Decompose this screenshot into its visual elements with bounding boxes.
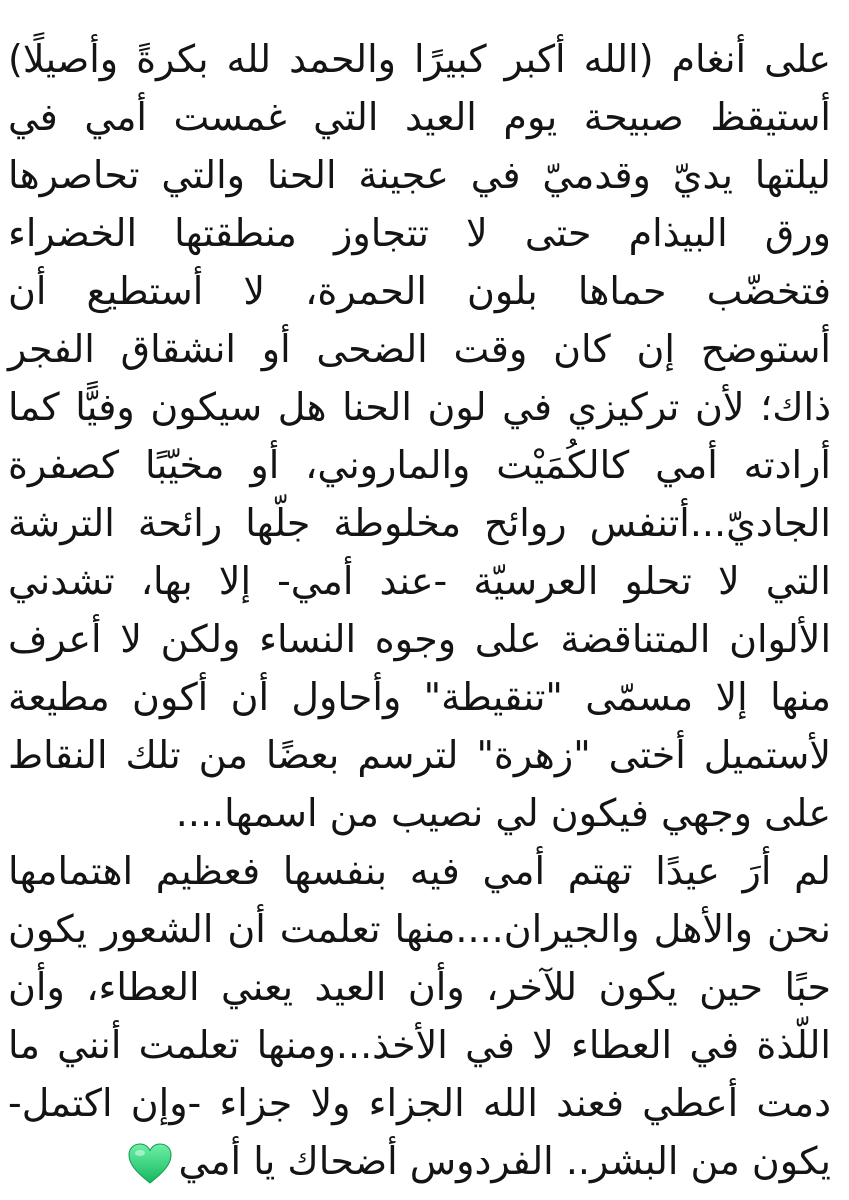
text-line: لأستميل أختى "زهرة" لترسم بعضًا من تلك النقاط	[8, 733, 831, 777]
text-line: على وجهي فيكون لي نصيب من اسمها....	[175, 791, 831, 835]
text-line: أستوضح إن كان وقت الضحى أو انشقاق الفجر	[8, 327, 831, 371]
last-line	[8, 1132, 831, 1190]
text-line: أستيقظ صبيحة يوم العيد التي غمست أمي في	[8, 95, 831, 139]
text-line: على أنغام (الله أكبر كبيرًا والحمد لله بكرةً وأصيلًا)	[8, 37, 831, 81]
text-line: ذاك؛ لأن تركيزي في لون الحنا هل سيكون وفيًّا كما	[8, 385, 831, 429]
text-line: لم أرَ عيدًا تهتم أمي فيه بنفسها فعظيم اهتمامها	[8, 849, 831, 893]
green-heart-icon	[127, 1143, 173, 1185]
text-line: الألوان المتناقضة على وجوه النساء ولكن لا أعرف	[8, 617, 831, 661]
text-line: اللّذة في العطاء لا في الأخذ...ومنها تعلمت أنني ما	[8, 1023, 831, 1067]
text-line: نحن والأهل والجيران....منها تعلمت أن الشعور يكون	[8, 907, 831, 951]
text-line: منها إلا مسمّى "تنقيطة" وأحاول أن أكون مطيعة	[8, 675, 831, 719]
text-line: الجاديّ...أتنفس روائح مخلوطة جلّها رائحة الترشة	[8, 501, 831, 545]
text-line: حبًا حين يكون للآخر، وأن العيد يعني العطاء، وأن	[8, 965, 831, 1009]
body-text	[8, 30, 831, 1190]
text-line: فتخضّب حماها بلون الحمرة، لا أستطيع أن	[8, 269, 831, 313]
text-line: دمت أعطي فعند الله الجزاء ولا جزاء -وإن اكتمل-	[8, 1081, 831, 1125]
text-line: يكون من البشر.. الفردوس أضحاك يا أمي	[178, 1139, 831, 1183]
text-line: ورق البيذام حتى لا تتجاوز منطقتها الخضراء	[8, 211, 831, 255]
text-line: التي لا تحلو العرسيّة -عند أمي- إلا بها، تشدني	[8, 559, 831, 603]
text-line: ليلتها يديّ وقدميّ في عجينة الحنا والتي تحاصرها	[8, 153, 831, 197]
text-line: أرادته أمي كالكُمَيْت والماروني، أو مخيّبًا كصفرة	[8, 443, 831, 487]
